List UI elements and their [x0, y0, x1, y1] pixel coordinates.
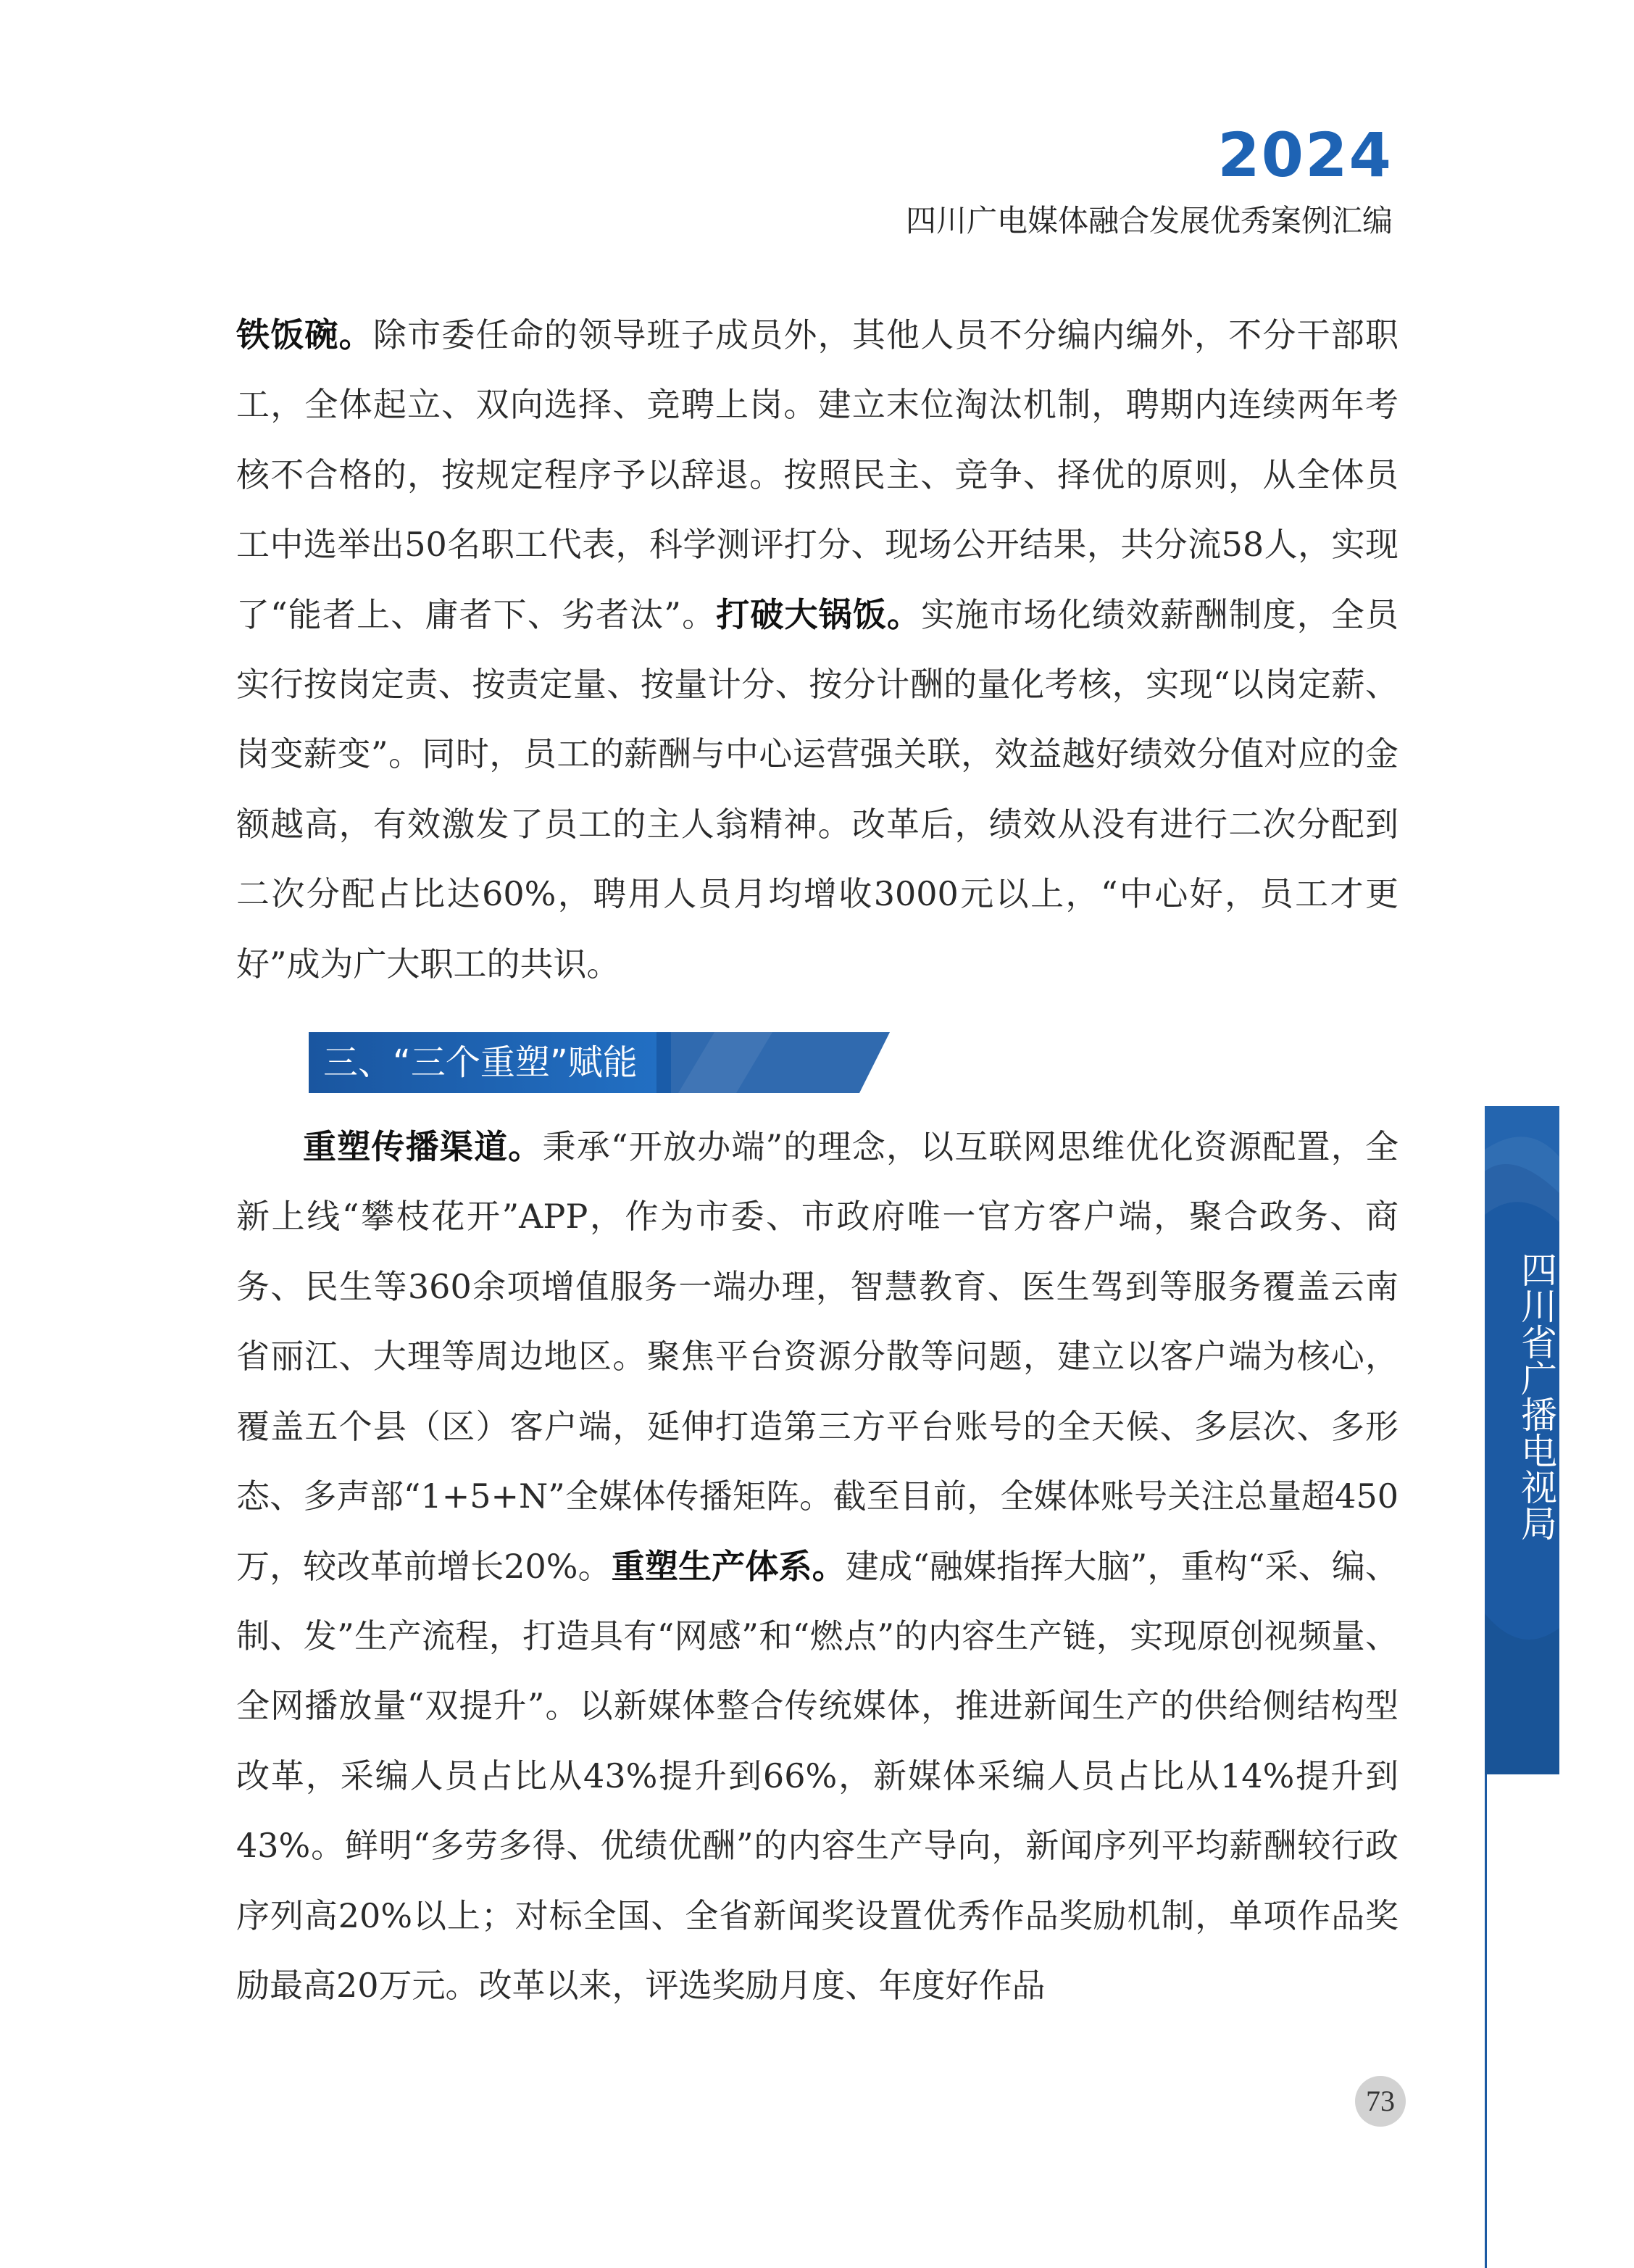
paragraph-2 [236, 1112, 1399, 2020]
paragraph-2-bold-2: 重塑生产体系。 [611, 1546, 846, 1586]
side-tab-line [1485, 1774, 1487, 2268]
side-tab [1485, 1106, 1559, 1774]
section-heading-text: 三、“三个重塑”赋能 [323, 1042, 638, 1084]
page-number: 73 [1355, 2076, 1406, 2127]
paragraph-2-text-2: 建成“融媒指挥大脑”，重构“采、编、制、发”生产流程，打造具有“网感”和“燃点”的内容生产链，实现原创视频量、全网播放量“双提升”。以新媒体整合传统媒体，推进新闻生产的供给侧结构型改革，采编人员占比从43%提升到66%，新媒体采编人员占比从14%提升到43%。鲜明“多劳多得、优绩优酬”的内容生产导向，新闻序列平均薪酬较行政序列高20%以上；对标全国、全省新闻奖设置优秀作品奖励机制，单项作品奖励最高20万元。改革以来，评选奖励月度、年度好作品 [236, 1546, 1399, 2005]
header-year: 2024 [1217, 120, 1393, 191]
side-tab-label: 四川省广播电视局 [1515, 1251, 1557, 1541]
header-subtitle: 四川广电媒体融合发展优秀案例汇编 [905, 203, 1393, 238]
paragraph-1-bold-1: 铁饭碗。 [236, 315, 373, 354]
section-heading [236, 1032, 1399, 1093]
paragraph-1 [236, 300, 1399, 999]
body-text [236, 300, 1399, 2020]
paragraph-1-bold-2: 打破大锅饭。 [716, 594, 922, 634]
paragraph-2-text-1: 秉承“开放办端”的理念，以互联网思维优化资源配置，全新上线“攀枝花开”APP，作为市委、市政府唯一官方客户端，聚合政务、商务、民生等360余项增值服务一端办理，智慧教育、医生驾到等服务覆盖云南省丽江、大理等周边地区。聚焦平台资源分散等问题，建立以客户端为核心，覆盖五个县（区）客户端，延伸打造第三方平台账号的全天候、多层次、多形态、多声部“1+5+N”全媒体传播矩阵。截至目前，全媒体账号关注总量超450万，较改革前增长20%。 [236, 1127, 1399, 1586]
paragraph-1-text-1: 除市委任命的领导班子成员外，其他人员不分编内编外，不分干部职工，全体起立、双向选择、竞聘上岗。建立末位淘汰机制，聘期内连续两年考核不合格的，按规定程序予以辞退。按照民主、竞争、择优的原则，从全体员工中选举出50名职工代表，科学测评打分、现场公开结果，共分流58人，实现了“能者上、庸者下、劣者汰”。 [236, 315, 1399, 634]
paragraph-2-bold-1: 重塑传播渠道。 [303, 1127, 543, 1167]
paragraph-1-text-2: 实施市场化绩效薪酬制度，全员实行按岗定责、按责定量、按量计分、按分计酬的量化考核，实现“以岗定薪、岗变薪变”。同时，员工的薪酬与中心运营强关联，效益越好绩效分值对应的金额越高，有效激发了员工的主人翁精神。改革后，绩效从没有进行二次分配到二次分配占比达60%，聘用人员月均增收3000元以上，“中心好，员工才更好”成为广大职工的共识。 [236, 594, 1399, 984]
